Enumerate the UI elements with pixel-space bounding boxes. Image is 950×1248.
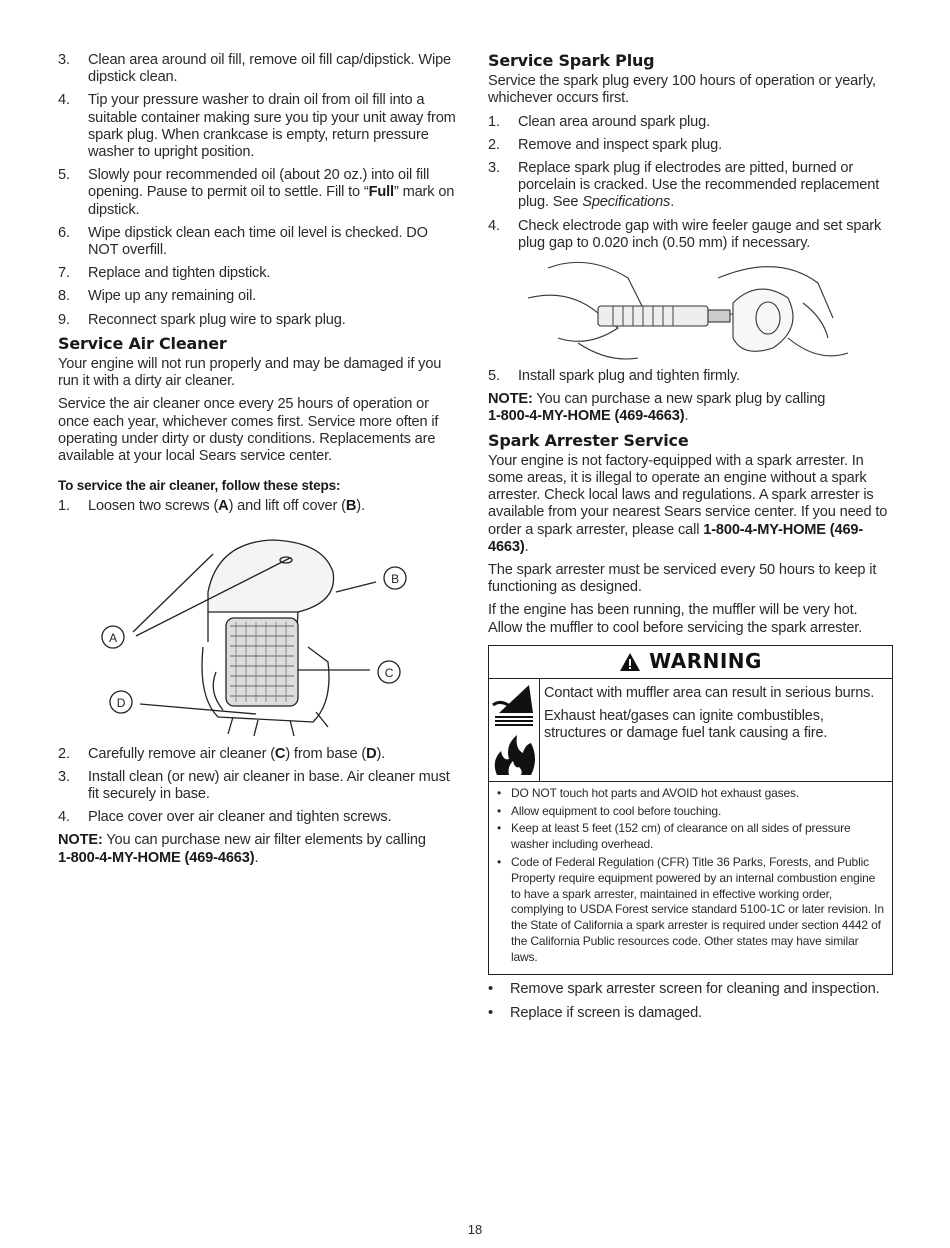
paragraph-text: Your engine is not factory-equipped with a spark arrester. In some areas, it is illegal to operate an engine without a spark arrester. Check local laws and regulations. A spark arrester is available from your nearest Sears service center. If you need to order a spark arrester, please call [488, 452, 888, 538]
callout-ref: D [366, 745, 377, 762]
phone-number: 1-800-4-MY-HOME (469-4663) [488, 408, 685, 425]
warning-list [489, 782, 892, 974]
list-item [58, 167, 458, 219]
step-number: 1. [58, 498, 70, 515]
step-text: Check electrode gap with wire feeler gauge and set spark plug gap to 0.020 inch (0.50 mm) if necessary. [518, 217, 882, 251]
air-cleaner-steps [58, 498, 458, 515]
phone-number: 1-800-4-MY-HOME (469-4663) [488, 521, 864, 555]
step-text: Wipe dipstick clean each time oil level is checked. DO NOT overfill. [88, 224, 428, 259]
step-text: Wipe up any remaining oil. [88, 288, 257, 305]
step-text-bold: Full [368, 184, 394, 201]
step-text: Install spark plug and tighten firmly. [518, 368, 740, 385]
list-item: • Allow equipment to cool before touching. [497, 804, 886, 820]
list-item [488, 368, 893, 385]
paragraph: Service the air cleaner once every 25 hours of operation or once each year, whichever comes first. Service more often if operating under dirty or dusty conditions. Replacements are available at your local Sears service center. [58, 396, 439, 465]
list-item [58, 746, 458, 763]
note-text: You can purchase new air filter elements by calling [102, 832, 426, 849]
callout-ref: C [274, 745, 286, 762]
list-item [58, 52, 458, 86]
step-text: ). [376, 745, 386, 762]
fire-icon [489, 733, 539, 777]
step-text: Slowly pour recommended oil (about 20 oz.) into oil fill opening. Pause to permit oil to settle. Fill to “ [88, 167, 430, 201]
paragraph [488, 453, 893, 556]
paragraph: If the engine has been running, the muffler will be very hot. Allow the muffler to cool before servicing the spark arrester. [488, 602, 863, 636]
list-item: • Remove spark arrester screen for cleaning and inspection. [488, 981, 893, 998]
list-item: • Code of Federal Regulation (CFR) Title 36 Parks, Forests, and Public Property require equipment powered by an internal combustion engine to have a spark arrester, maintained in effective working order, complying to USDA Forest service standard 5100-1C or later revision. In the State of California a spark arrester is required under section 4442 of the California Public resources code. Other states may have similar laws. [497, 855, 886, 966]
callout-ref: A [218, 498, 229, 515]
list-item [58, 265, 458, 282]
phone-number: 1-800-4-MY-HOME (469-4663) [58, 849, 255, 866]
paragraph-end: . [524, 538, 529, 555]
warning-icons [489, 679, 540, 781]
step-number: 4. [488, 217, 500, 234]
spark-plug-steps [488, 114, 893, 252]
step-number: 4. [58, 809, 70, 826]
list-item [58, 288, 458, 305]
hot-surface-icon [489, 683, 539, 733]
section-heading-spark-arrester: Spark Arrester Service [488, 430, 689, 450]
step-text: . [670, 194, 675, 211]
oil-change-steps [58, 52, 458, 329]
note-text: You can purchase a new spark plug by calling [532, 391, 826, 408]
page-number: 18 [467, 1222, 483, 1237]
spark-plug-gap-illustration [488, 258, 893, 368]
step-number: 5. [58, 167, 70, 184]
list-item [58, 92, 458, 161]
section-heading-spark-plug: Service Spark Plug [488, 51, 655, 70]
paragraph: Your engine will not run properly and may be damaged if you run it with a dirty air cleaner. [58, 356, 442, 390]
list-item [58, 312, 458, 329]
step-number: 4. [58, 92, 70, 109]
step-number: 9. [58, 311, 70, 328]
step-number: 7. [58, 265, 70, 282]
step-text: ) and lift off cover ( [228, 498, 346, 515]
paragraph: Service the spark plug every 100 hours of operation or yearly, whichever occurs first. [488, 73, 876, 107]
note-end: . [684, 408, 689, 425]
step-text: ) from base ( [285, 745, 367, 762]
step-text: ” mark on dipstick. [88, 184, 455, 218]
list-item [58, 225, 458, 259]
warning-box [488, 645, 893, 975]
list-item [58, 769, 458, 803]
step-number: 8. [58, 288, 70, 305]
list-item [488, 218, 893, 252]
callout-c-label: C [384, 665, 394, 680]
warning-statement: Exhaust heat/gases can ignite combustibles, structures or damage fuel tank causing a fire. [544, 707, 828, 741]
step-number: 6. [58, 224, 70, 241]
callout-b-label: B [391, 571, 399, 586]
step-text: Place cover over air cleaner and tighten screws. [88, 809, 392, 826]
note-label: NOTE: [58, 832, 103, 849]
list-item: • Replace if screen is damaged. [488, 1005, 893, 1022]
step-text: Reconnect spark plug wire to spark plug. [88, 311, 346, 328]
note-paragraph [58, 832, 458, 866]
step-text: Remove and inspect spark plug. [518, 136, 722, 153]
list-item: • Keep at least 5 feet (152 cm) of clearance on all sides of pressure washer including overhead. [497, 821, 886, 853]
callout-a-label: A [109, 630, 117, 645]
step-text: ). [356, 498, 365, 515]
warning-statement: Contact with muffler area can result in serious burns. [544, 684, 875, 701]
note-end: . [254, 849, 259, 866]
step-number: 5. [488, 368, 500, 385]
list-item [488, 114, 893, 131]
step-number: 3. [58, 52, 70, 68]
step-number: 3. [488, 160, 500, 177]
right-column [488, 52, 893, 1029]
list-item [58, 809, 458, 826]
step-text: Install clean (or new) air cleaner in base. Air cleaner must fit securely in base. [88, 768, 450, 803]
air-cleaner-illustration [58, 522, 458, 742]
note-paragraph [488, 391, 893, 425]
step-number: 2. [488, 136, 500, 153]
arrester-bullets [488, 981, 893, 1022]
sub-heading: To service the air cleaner, follow these steps: [58, 478, 341, 494]
paragraph: The spark arrester must be serviced every 50 hours to keep it functioning as designed. [488, 562, 877, 596]
note-label: NOTE: [488, 391, 533, 408]
warning-text [540, 679, 892, 781]
list-item [58, 498, 458, 515]
step-text: Loosen two screws ( [88, 498, 219, 515]
list-item [488, 160, 893, 212]
left-column [58, 52, 458, 873]
step-text: Clean area around spark plug. [518, 113, 710, 130]
warning-header [489, 646, 892, 679]
step-text: Replace and tighten dipstick. [88, 265, 271, 282]
warning-title: WARNING [649, 649, 762, 674]
step-number: 3. [58, 768, 70, 785]
list-item: • DO NOT touch hot parts and AVOID hot exhaust gases. [497, 786, 886, 802]
step-text: Carefully remove air cleaner ( [88, 745, 275, 762]
specifications-ref: Specifications [582, 194, 671, 211]
step-number: 2. [58, 745, 70, 762]
warning-triangle-icon [619, 652, 641, 672]
spark-plug-steps-continued [488, 368, 893, 385]
warning-body [489, 679, 892, 782]
step-text: Clean area around oil fill, remove oil fill cap/dipstick. Wipe dipstick clean. [88, 52, 452, 86]
air-cleaner-steps-continued [58, 746, 458, 827]
step-text: Replace spark plug if electrodes are pitted, burned or porcelain is cracked. Use the recommended replacement plug. See [518, 160, 880, 211]
callout-ref: B [345, 498, 357, 515]
section-heading-air-cleaner: Service Air Cleaner [58, 333, 227, 353]
step-number: 1. [488, 113, 500, 130]
callout-d-label: D [116, 695, 126, 710]
step-text: Tip your pressure washer to drain oil from oil fill into a suitable container making sure you tip your unit away from spark plug. When crankcase is empty, return pressure washer to upright position. [88, 92, 456, 161]
list-item [488, 137, 893, 154]
